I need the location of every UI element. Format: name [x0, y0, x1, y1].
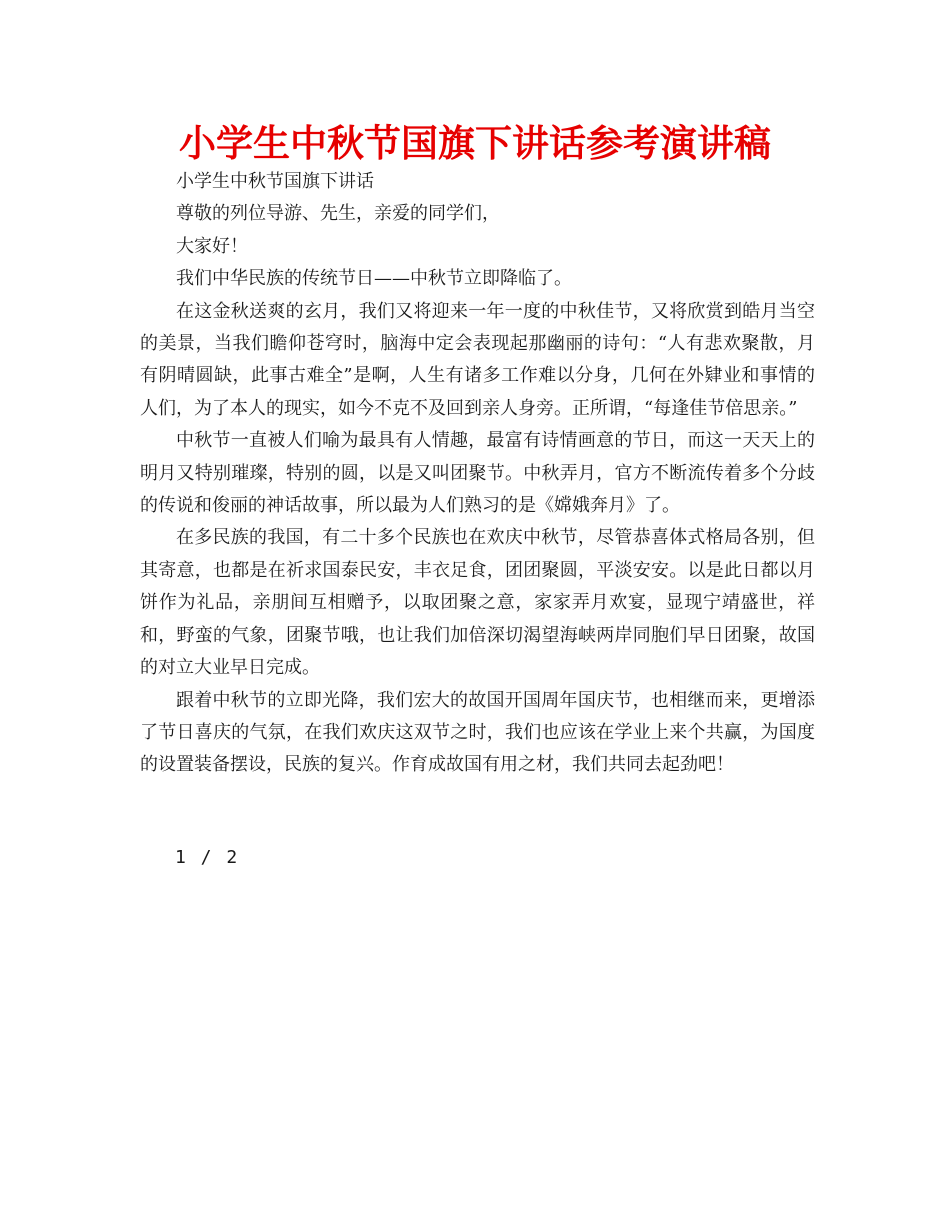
- paragraph-heading: 小学生中秋节国旗下讲话: [176, 171, 374, 192]
- paragraph-intro: 我们中华民族的传统节日——中秋节立即降临了。: [176, 268, 572, 290]
- paragraph-salutation: 尊敬的列位导游、先生，亲爱的同学们，: [176, 203, 500, 225]
- paragraph-body: 中秋节一直被人们喻为最具有人情趣，最富有诗情画意的节日，而这一天天上的明月又特别璀璨，特别的圆，以是又叫团聚节。中秋弄月，官方不断流传着多个分歧的传说和俊丽的神话故事，所以最为人们熟习的是《嫦娥奔月》了。: [140, 430, 815, 517]
- paragraph-body: 在这金秋送爽的玄月，我们又将迎来一年一度的中秋佳节，又将欣赏到皓月当空的美景，当我们瞻仰苍穹时，脑海中定会表现起那幽丽的诗句：“人有悲欢聚散，月有阴晴圆缺，此事古难全”是啊，人生有诸多工作难以分身，几何在外肄业和事情的人们，为了本人的现实，如今不克不及回到亲人身旁。正所谓，“每逢佳节倍思亲。”: [140, 300, 815, 419]
- paragraph-body: 跟着中秋节的立即光降，我们宏大的故国开国周年国庆节，也相继而来，更增添了节日喜庆的气氛，在我们欢庆这双节之时，我们也应该在学业上来个共赢，为国度的设置装备摆设，民族的复兴。作育成故国有用之材，我们共同去起劲吧！: [140, 689, 815, 776]
- document-title: 小学生中秋节国旗下讲话参考演讲稿: [179, 122, 771, 165]
- paragraph-greeting: 大家好！: [176, 235, 248, 257]
- document-body: [140, 166, 815, 782]
- paragraph-body: 在多民族的我国，有二十多个民族也在欢庆中秋节，尽管恭喜体式格局各别，但其寄意，也都是在祈求国泰民安，丰衣足食，团团聚圆，平淡安安。以是此日都以月饼作为礼品，亲朋间互相赠予，以取团聚之意，家家弄月欢宴，显现宁靖盛世，祥和，野蛮的气象，团聚节哦，也让我们加倍深切渴望海峡两岸同胞们早日团聚，故国的对立大业早日完成。: [140, 527, 815, 679]
- page-number: 1 / 2: [175, 847, 240, 868]
